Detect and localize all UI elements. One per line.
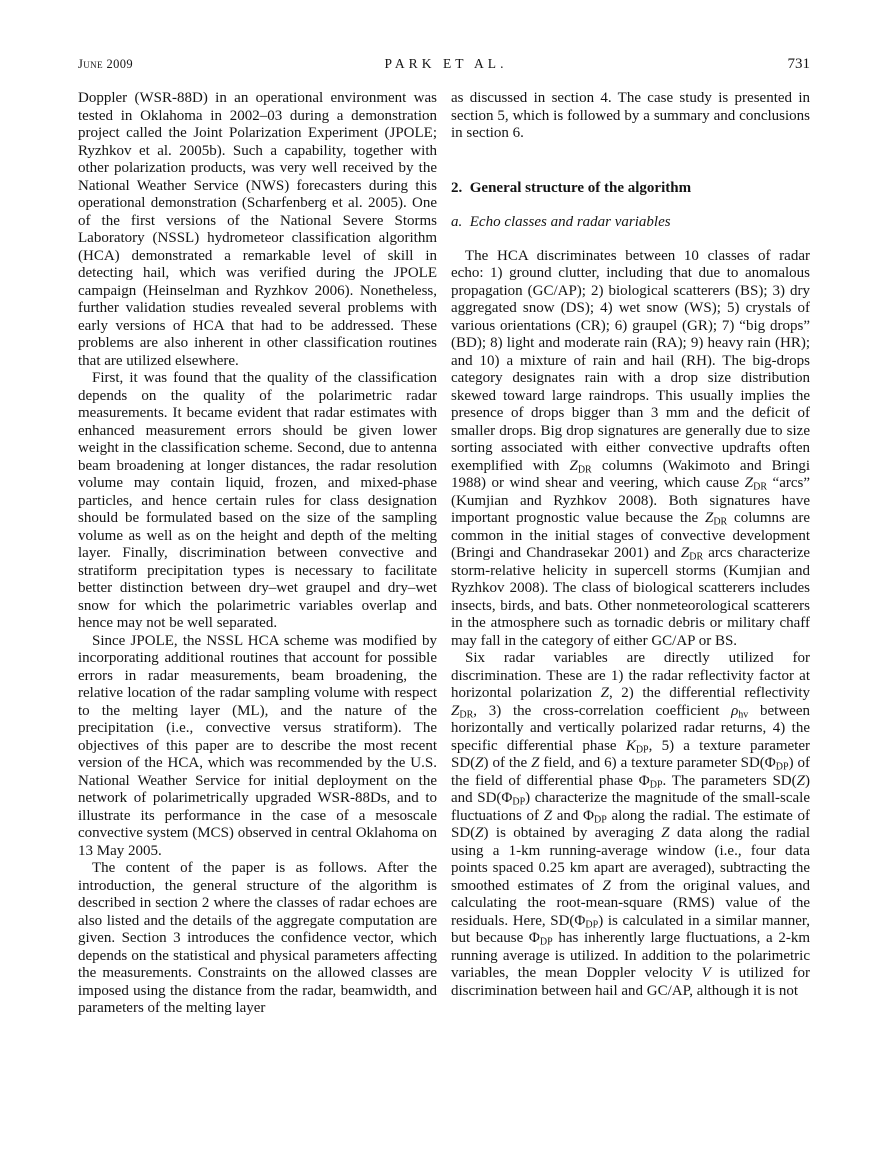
- styled-text: Z: [680, 545, 690, 561]
- styled-text: Z: [602, 877, 611, 894]
- column-left: [78, 90, 437, 1018]
- paragraph: The content of the paper is as follows. After the introduction, the general structure of the algorithm is described in section 2 where the classes of radar echoes are also listed and the details of the aggregate computation are given. Section 3 introduces the confidence vector, which depends on the statistical and physical parameters affecting the measurements. Constraints on the allowed classes are imposed using the distance from the radar, beamwidth, and parameters of the melting layer: [78, 860, 437, 1016]
- subscript: DR: [753, 481, 767, 493]
- page-header: [78, 56, 810, 73]
- styled-text: Z: [475, 755, 484, 771]
- subscript: DP: [539, 936, 553, 948]
- paragraph: Six radar variables are directly utilized for discrimination. These are 1) the radar reflectivity factor at horizontal polarization Z, 2) the differential reflectivity $Z_{DR}$, 3) the cross-correlation coefficient $\rho_{hv}$ between horizontally and vertically polarized radar returns, 4) the specific differential phase $K_{DP}$, 5) a texture parameter SD(Z) of the Z field, and 6) a texture parameter $SD(\Phi_{DP})$ of the field of differential phase $\Phi_{DP}$. The parameters SD(Z) and $SD(\Phi_{DP})$ characterize the magnitude of the small-scale fluctuations of Z and $\Phi_{DP}$ along the radial. The estimate of SD(Z) is obtained by averaging Z data along the radial using a 1-km running-average window (i.e., four data points spaced 0.25 km apart are averaged), subtracting the smoothed estimates of Z from the original values, and calculating the root-mean-square (RMS) value of the residuals. Here, $SD(\Phi_{DP})$ is calculated in a similar manner, but because $\Phi_{DP}$ has inherently large fluctuations, a 2-km running average is utilized. In addition to the polarimetric variables, the mean Doppler velocity V is utilized for discrimination between hail and GC/AP, although it is not: [451, 650, 810, 999]
- styled-text: ρ: [731, 702, 739, 719]
- running-title: PARK ET AL.: [384, 56, 508, 71]
- styled-text: Z: [704, 510, 714, 526]
- subscript: DP: [594, 814, 607, 825]
- styled-text: Z: [543, 807, 553, 824]
- styled-text: Z: [475, 825, 484, 841]
- subscript: hv: [738, 709, 749, 720]
- page-number: 731: [787, 56, 810, 72]
- subscript: DP: [775, 761, 789, 773]
- subscript: DR: [689, 551, 704, 563]
- paragraph: First, it was found that the quality of the classification depends on the quality of the polarimetric radar measurements. It became evident that radar estimates with enhanced measurement errors should be given lower weight in the classification scheme. Second, due to antenna beam broadening at longer distances, the radar resolution volume may contain liquid, frozen, and mixed-phase particles, and hence certain rules for class designation should be formulated based on the size of the sampling volume as well as on the height and depth of the melting layer. Finally, discrimination between convective and stratiform precipitation types is necessary to facilitate better distinction between dry–wet graupel and dry–wet snow for which the polarimetric variables overlap and hence may not be well separated.: [78, 370, 437, 631]
- styled-text: Z: [569, 457, 578, 474]
- paragraph: Since JPOLE, the NSSL HCA scheme was modified by incorporating additional routines that account for possible errors in radar measurements, beam broadening, the relative location of the radar sampling volume with respect to the melting layer (ML), and the nature of the precipitation (i.e., convective versus stratiform). The objectives of this paper are to describe the most recent version of the HCA, which was recommended by the U.S. National Weather Service for initial deployment on the network of polarimetrically upgraded WSR-88Ds, and to illustrate its performance in the case of a mesoscale convective system (MCS) observed in central Oklahoma on 13 May 2005.: [78, 632, 437, 859]
- subscript: DP: [635, 744, 649, 755]
- styled-text: Z: [451, 702, 460, 719]
- subscript: DP: [512, 796, 526, 808]
- subsection-heading: a. Echo classes and radar variables: [451, 214, 671, 230]
- styled-text: Z: [661, 825, 670, 841]
- paragraph: The HCA discriminates between 10 classes of radar echo: 1) ground clutter, including that due to anomalous propagation (GC/AP); 2) biological scatterers (BS); 3) dry aggregated snow (DS); 4) wet snow (WS); 5) crystals of various orientations (CR); 6) graupel (GR); 7) “big drops” (BD); 8) light and moderate rain (RA); 9) heavy rain (HR); and 10) a mixture of rain and hail (RH). The big-drops category designates rain with a drop size distribution skewed toward large raindrops. This usually implies the presence of drops bigger than 3 mm and the deficit of smaller drops. Big drop signatures are generally due to size sorting associated with either convective updrafts often exemplified with $Z_{DR}$ columns (Wakimoto and Bringi 1988) or wind shear and veering, which cause $Z_{DR}$ “arcs” (Kumjian and Ryzhkov 2008). Both signatures have important prognostic value because the $Z_{DR}$ columns are common in the initial stages of convective development (Bringi and Chandrasekar 2001) and $Z_{DR}$ arcs characterize storm-relative helicity in supercell storms (Kumjian and Ryzhkov 2008). The class of biological scatterers includes insects, birds, and bats. Other nonmeteorological scatterers in the atmosphere such as tornadic debris or military chaff may fall in the category of either GC/AP or BS.: [451, 247, 811, 649]
- text-columns: [78, 90, 810, 1018]
- section-heading: 2. General structure of the algorithm: [451, 179, 692, 196]
- styled-text: Z: [744, 475, 754, 491]
- subscript: DP: [585, 919, 599, 930]
- subscript: DR: [713, 516, 728, 528]
- styled-text: Z: [796, 772, 805, 789]
- styled-text: V: [701, 965, 711, 981]
- subscript: DR: [459, 709, 474, 720]
- styled-text: Z: [600, 685, 609, 701]
- paragraph: Doppler (WSR-88D) in an operational environment was tested in Oklahoma in 2002–03 during a demonstration project called the Joint Polarization Experiment (JPOLE; Ryzhkov et al. 2005b). Such a capability, together with other polarization products, was very well received by the National Weather Service (NWS) forecasters during this operational demonstration (Scharfenberg et al. 2005). One of the first versions of the National Severe Storms Laboratory (NSSL) hydrometeor classification algorithm (HCA) demonstrated a remarkable level of skill in detecting hail, which was verified during the JPOLE campaign (Heinselman and Ryzhkov 2006). Nonetheless, further validation studies revealed several problems with early versions of HCA that had to be addressed. These problems are also inherent in other classification routines that are utilized elsewhere.: [78, 90, 437, 369]
- column-right: [451, 90, 810, 1018]
- subscript: DR: [577, 464, 592, 475]
- styled-text: K: [625, 737, 636, 754]
- paragraph: as discussed in section 4. The case study is presented in section 5, which is followed by a summary and conclusions in section 6.: [451, 90, 810, 141]
- subscript: DP: [649, 779, 663, 790]
- styled-text: Z: [531, 755, 540, 771]
- issue-date: June 2009: [78, 57, 134, 71]
